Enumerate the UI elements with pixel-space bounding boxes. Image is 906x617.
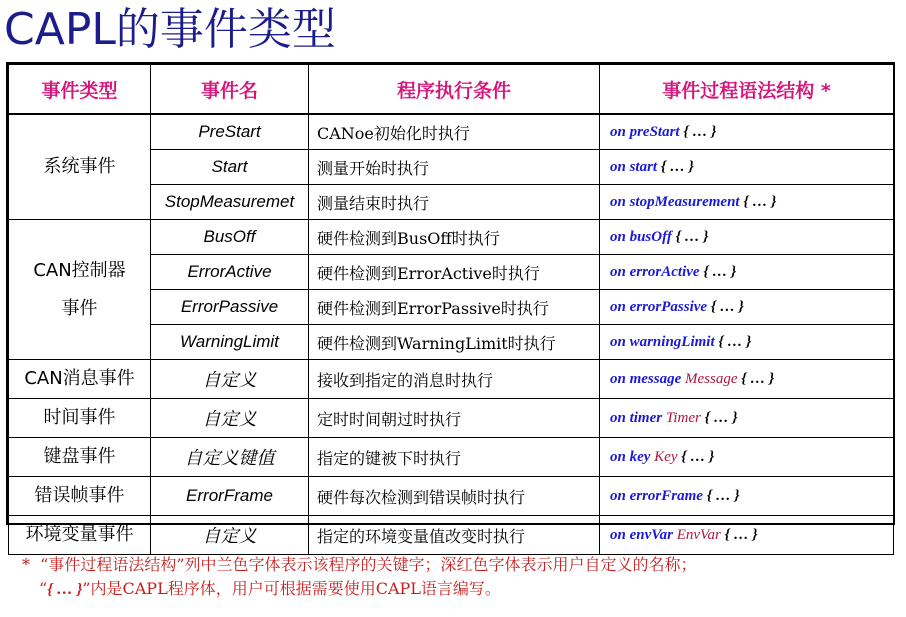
exec-condition: 硬件检测到BusOff时执行 [309,220,600,255]
keyword: on errorActive [610,263,700,280]
body-braces: { … } [737,370,775,387]
exec-condition: 指定的键被下时执行 [309,438,600,477]
body-braces: { … } [657,158,694,175]
footnote-line-1 [22,553,697,577]
keyword: on key [610,448,651,465]
exec-condition: 硬件检测到ErrorActive时执行 [309,255,600,290]
body-braces: { … } [679,123,717,140]
syntax-cell [600,185,894,220]
header-exec-condition: 程序执行条件 [309,65,600,115]
keyword: on message [610,370,682,387]
keyword: on start [610,158,658,175]
event-name: Start [151,150,309,185]
exec-condition: CANoe初始化时执行 [309,114,600,150]
footnote [22,553,697,602]
keyword: on timer [610,409,663,426]
exec-condition: 硬件检测到WarningLimit时执行 [309,325,600,360]
keyword: on preStart [610,123,680,140]
event-name: 自定义 [151,399,309,438]
exec-condition: 测量结束时执行 [309,185,600,220]
event-name: 自定义 [151,360,309,399]
group-can-message: CAN消息事件 [9,360,151,399]
keyword: on stopMeasurement [610,193,740,210]
body-braces: { … } [702,487,740,504]
body-braces: { … } [739,193,777,210]
syntax-cell [600,114,894,150]
syntax-cell [600,220,894,255]
syntax-cell [600,325,894,360]
syntax-cell [600,290,894,325]
footnote-star: * [22,555,30,574]
exec-condition: 指定的环境变量值改变时执行 [309,516,600,555]
header-syntax: 事件过程语法结构 * [600,65,894,115]
exec-condition: 硬件每次检测到错误帧时执行 [309,477,600,516]
body-braces: { … } [677,448,715,465]
body-braces: { … } [720,526,758,543]
group-can-controller-line2: 事件 [61,297,98,319]
table-row [9,438,894,477]
event-name: ErrorFrame [151,477,309,516]
table-row [9,360,894,399]
body-braces: { … } [699,263,737,280]
body-braces: { … } [700,409,738,426]
body-braces: { … } [671,228,709,245]
footnote-text-2: ”内是CAPL程序体，用户可根据需要使用CAPL语言编写。 [82,579,501,598]
footnote-open-quote: “ [39,579,48,598]
footnote-bracket: { … } [47,581,83,598]
keyword: on errorFrame [610,487,703,504]
syntax-cell [600,150,894,185]
event-name: PreStart [151,114,309,150]
table-row [9,516,894,555]
group-system: 系统事件 [9,114,151,220]
keyword: on envVar [610,526,673,543]
event-name: ErrorPassive [151,290,309,325]
body-braces: { … } [714,333,752,350]
header-event-type: 事件类型 [9,65,151,115]
user-defined-name: Message [681,370,738,387]
footnote-line-2 [22,577,697,602]
exec-condition: 定时时间朝过时执行 [309,399,600,438]
syntax-cell [600,399,894,438]
event-name: 自定义 [151,516,309,555]
table-row [9,399,894,438]
exec-condition: 接收到指定的消息时执行 [309,360,600,399]
event-name: ErrorActive [151,255,309,290]
event-name: 自定义键值 [151,438,309,477]
syntax-cell [600,360,894,399]
keyword: on busOff [610,228,672,245]
group-env-var: 环境变量事件 [9,516,151,555]
table-row [9,114,894,150]
exec-condition: 硬件检测到ErrorPassive时执行 [309,290,600,325]
table-row [9,477,894,516]
syntax-cell [600,516,894,555]
group-timer: 时间事件 [9,399,151,438]
body-braces: { … } [707,298,744,315]
table-row [9,220,894,255]
keyword: on errorPassive [610,298,708,315]
event-name: BusOff [151,220,309,255]
group-keyboard: 键盘事件 [9,438,151,477]
event-name: StopMeasuremet [151,185,309,220]
syntax-cell [600,438,894,477]
keyword: on warningLimit [610,333,715,350]
user-defined-name: Timer [662,409,701,426]
event-types-table [6,62,895,547]
syntax-cell [600,477,894,516]
footnote-text-1: “事件过程语法结构”列中兰色字体表示该程序的关键字；深红色字体表示用户自定义的名称； [40,555,697,574]
header-event-name: 事件名 [151,65,309,115]
event-name: WarningLimit [151,325,309,360]
header-row [9,65,894,115]
group-error-frame: 错误帧事件 [9,477,151,516]
exec-condition: 测量开始时执行 [309,150,600,185]
group-can-controller [9,220,151,360]
syntax-cell [600,255,894,290]
user-defined-name: Key [650,448,678,465]
page-title: CAPL的事件类型 [4,4,336,55]
user-defined-name: EnvVar [672,526,721,543]
group-can-controller-line1: CAN控制器 [33,259,126,281]
